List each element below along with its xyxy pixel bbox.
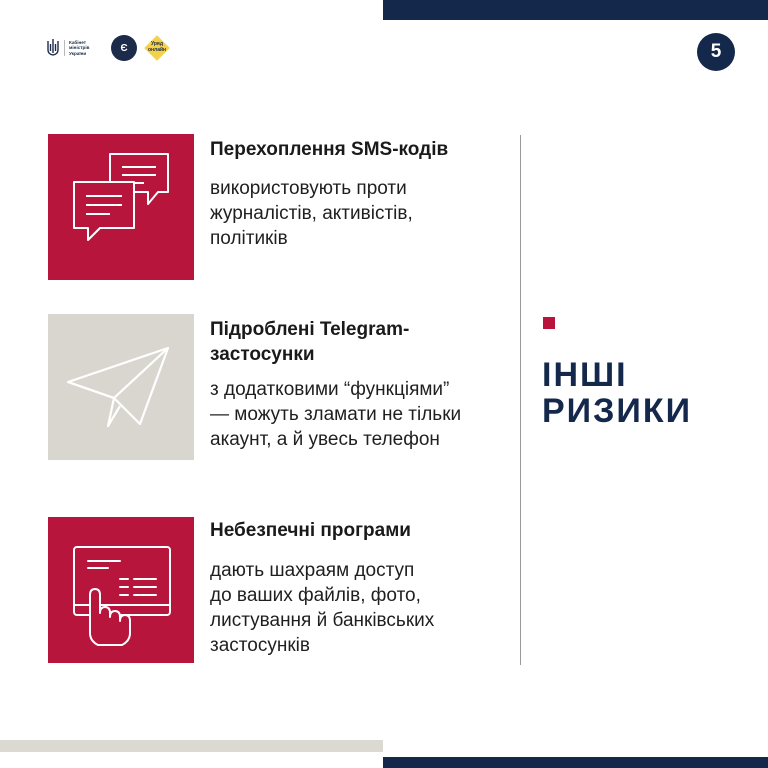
- header-logos: [46, 34, 169, 62]
- item-title-telegram: [210, 317, 409, 367]
- description-line: журналістів, активістів,: [210, 203, 413, 224]
- cabinet-logo-line: Кабінет: [69, 40, 87, 46]
- description-line: застосунків: [210, 635, 310, 656]
- item-tile-sms: [48, 134, 194, 280]
- description-line: використовують проти: [210, 178, 407, 199]
- item-description-sms: [210, 176, 413, 251]
- item-tile-programs: [48, 517, 194, 663]
- uriad-logo-line: Уряд: [151, 41, 163, 47]
- description-line: акаунт, а й увесь телефон: [210, 429, 440, 450]
- top-accent-bar: [383, 0, 768, 20]
- description-line: з додатковими “функціями”: [210, 379, 450, 400]
- computer-click-icon: [48, 517, 194, 663]
- bottom-right-accent-bar: [383, 757, 768, 768]
- description-line: — можуть зламати не тільки: [210, 404, 462, 425]
- vertical-divider: [520, 135, 521, 665]
- uriad-online-logo: [145, 36, 169, 60]
- section-title-line: ІНШІ: [542, 356, 628, 394]
- description-line: до ваших файлів, фото,: [210, 585, 421, 606]
- page-number: 5: [710, 41, 722, 62]
- bottom-left-accent-bar: [0, 740, 383, 752]
- item-description-telegram: [210, 377, 461, 452]
- trident-icon: [46, 38, 60, 58]
- description-line: політиків: [210, 228, 288, 249]
- item-tile-telegram: [48, 314, 194, 460]
- title-line: Підроблені Telegram-: [210, 319, 410, 340]
- diia-logo: [111, 35, 137, 61]
- diia-logo-text: Є: [120, 42, 128, 54]
- item-title-programs: Небезпечні програми: [210, 520, 411, 541]
- page-number-badge: [697, 33, 735, 71]
- cabinet-logo-text: [64, 40, 103, 56]
- section-title-line: РИЗИКИ: [542, 392, 693, 430]
- item-title-sms: Перехоплення SMS-кодів: [210, 139, 449, 160]
- description-line: дають шахраям доступ: [210, 560, 415, 581]
- chat-bubbles-icon: [48, 134, 194, 280]
- cabinet-logo-line: міністрів: [69, 45, 90, 51]
- item-description-programs: [210, 558, 434, 658]
- cabinet-logo-line: України: [69, 50, 87, 56]
- section-title: [542, 357, 692, 429]
- section-accent-square: [543, 317, 555, 329]
- title-line: застосунки: [210, 344, 315, 365]
- description-line: листування й банківських: [210, 610, 435, 631]
- uriad-logo-line: онлайн: [147, 47, 167, 53]
- paper-plane-icon: [48, 314, 194, 460]
